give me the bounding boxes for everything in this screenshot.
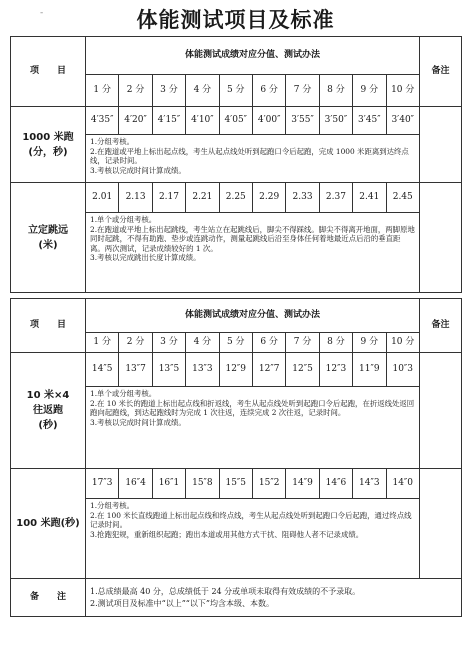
item-name: 往返跑: [33, 405, 63, 416]
method-line: 1.单个或分组考核。: [90, 215, 157, 224]
value-cell: 13″5: [152, 353, 185, 387]
value-cell: 4′35″: [86, 107, 119, 135]
note-cell: [419, 107, 461, 183]
value-cell: 12″9: [219, 353, 252, 387]
score-header: 8 分: [319, 75, 352, 107]
value-cell: 14″3: [353, 469, 386, 499]
method-shuttle: [86, 387, 420, 469]
value-cell: 4′00″: [252, 107, 285, 135]
method-line: 1.分组考核。: [90, 501, 135, 510]
item-run100: [11, 469, 86, 579]
value-cell: 17″3: [86, 469, 119, 499]
score-header: 6 分: [252, 75, 285, 107]
item-unit: (米): [38, 239, 58, 251]
score-header: 10 分: [386, 75, 419, 107]
score-header: 5 分: [219, 333, 252, 353]
value-cell: 15″2: [252, 469, 285, 499]
method-run1000: [86, 135, 420, 183]
score-header: 7 分: [286, 333, 319, 353]
item-name: 10 米×4: [26, 390, 70, 401]
item-unit: (秒): [38, 420, 58, 431]
value-cell: 4′10″: [186, 107, 219, 135]
score-header: 1 分: [86, 75, 119, 107]
item-jump: [11, 183, 86, 293]
value-cell: 14″9: [286, 469, 319, 499]
item-header: 项 目: [11, 37, 86, 107]
score-header: 2 分: [119, 75, 152, 107]
value-cell: 14″0: [386, 469, 419, 499]
score-header: 9 分: [353, 75, 386, 107]
standards-table-part2: [10, 298, 462, 617]
score-header: 4 分: [186, 333, 219, 353]
value-cell: 3′45″: [353, 107, 386, 135]
value-cell: 2.13: [119, 183, 152, 213]
value-cell: 4′15″: [152, 107, 185, 135]
note-header: 备注: [419, 299, 461, 353]
score-header: 1 分: [86, 333, 119, 353]
method-jump: [86, 213, 420, 293]
score-header: 3 分: [152, 75, 185, 107]
value-cell: 12″7: [252, 353, 285, 387]
value-cell: 14″5: [86, 353, 119, 387]
remarks-content: [86, 579, 462, 617]
score-header: 6 分: [252, 333, 285, 353]
value-cell: 3′40″: [386, 107, 419, 135]
score-header: 7 分: [286, 75, 319, 107]
value-cell: 14″6: [319, 469, 352, 499]
value-cell: 15″5: [219, 469, 252, 499]
method-line: 1.单个或分组考核。: [90, 389, 157, 398]
value-cell: 10″3: [386, 353, 419, 387]
value-cell: 4′20″: [119, 107, 152, 135]
item-shuttle: [11, 353, 86, 469]
score-header: 9 分: [353, 333, 386, 353]
value-cell: 12″3: [319, 353, 352, 387]
item-unit: (分，秒): [28, 146, 68, 158]
score-header: 10 分: [386, 333, 419, 353]
item-name: 立定跳远: [28, 224, 68, 236]
method-line: 2.在 100 米长直线跑道上标出起点线和终点线，考生从起点线处听到起跑口令后起跑，通过终点线记录时间。: [90, 510, 412, 530]
method-line: 2.在跑道或平地上标出起跳线，考生站立在起跳线后，脚尖不得踩线。脚尖不得离开地面，两脚原地同时起跳，不得有助跑、垫步或连跳动作，测量起跳线后沿至身体任何着地最近点后沿的垂直距离。两次测试，记录成绩较好的 1 次。: [90, 224, 415, 253]
method-header: 体能测试成绩对应分值、测试办法: [86, 299, 420, 333]
standards-table-part1: [10, 36, 462, 293]
score-header: 5 分: [219, 75, 252, 107]
value-cell: 2.33: [286, 183, 319, 213]
value-cell: 2.25: [219, 183, 252, 213]
method-line: 3.考核以完成时间计算成绩。: [90, 165, 186, 175]
method-line: 2.在跑道或平地上标出起点线，考生从起点线处听到起跑口令后起跑，完成 1000 米距离到达终点线，记录时间。: [90, 146, 409, 166]
item-header: 项 目: [11, 299, 86, 353]
value-cell: 2.37: [319, 183, 352, 213]
remarks-label: 备 注: [11, 579, 86, 617]
value-cell: 12″5: [286, 353, 319, 387]
page-title: 体能测试项目及标准: [136, 8, 335, 32]
note-header: 备注: [419, 37, 461, 107]
method-header: 体能测试成绩对应分值、测试办法: [86, 37, 420, 75]
method-line: 3.考核以完成时间计算成绩。: [90, 417, 186, 427]
value-cell: 2.41: [353, 183, 386, 213]
method-line: 2.在 10 米长的跑道上标出起点线和折返线，考生从起点线处听到起跑口令后起跑，在折返线处返回跑向起跑线，到达起跑线时为完成 1 次往返，连续完成 2 次往返，记录时间。: [90, 398, 415, 418]
value-cell: 3′50″: [319, 107, 352, 135]
note-cell: [419, 183, 461, 293]
score-header: 2 分: [119, 333, 152, 353]
remarks-line: 1.总成绩最高 40 分，总成绩低于 24 分或单项未取得有效成绩的不予录取。: [90, 586, 361, 596]
value-cell: 15″8: [186, 469, 219, 499]
value-cell: 3′55″: [286, 107, 319, 135]
value-cell: 11″9: [353, 353, 386, 387]
score-header: 8 分: [319, 333, 352, 353]
value-cell: 2.17: [152, 183, 185, 213]
value-cell: 13″3: [186, 353, 219, 387]
value-cell: 13″7: [119, 353, 152, 387]
method-line: 3.考核以完成跳出长度计算成绩。: [90, 253, 201, 263]
remarks-line: 2.测试项目及标准中“以上”“以下”均含本级、本数。: [90, 598, 274, 608]
title-mark: -: [40, 8, 44, 18]
value-cell: 2.45: [386, 183, 419, 213]
method-run100: [86, 499, 420, 579]
value-cell: 16″1: [152, 469, 185, 499]
method-line: 1.分组考核。: [90, 137, 135, 146]
note-cell: [419, 469, 461, 579]
value-cell: 2.01: [86, 183, 119, 213]
value-cell: 2.29: [252, 183, 285, 213]
method-line: 3.抢跑犯规，重新组织起跑；跑出本道或用其他方式干扰、阻碍他人者不记录成绩。: [90, 529, 364, 539]
value-cell: 16″4: [119, 469, 152, 499]
value-cell: 2.21: [186, 183, 219, 213]
item-run1000: [11, 107, 86, 183]
note-cell: [419, 353, 461, 469]
value-cell: 4′05″: [219, 107, 252, 135]
score-header: 4 分: [186, 75, 219, 107]
score-header: 3 分: [152, 333, 185, 353]
item-name: 1000 米跑: [22, 131, 74, 143]
item-name: 100 米跑(秒): [16, 518, 80, 529]
